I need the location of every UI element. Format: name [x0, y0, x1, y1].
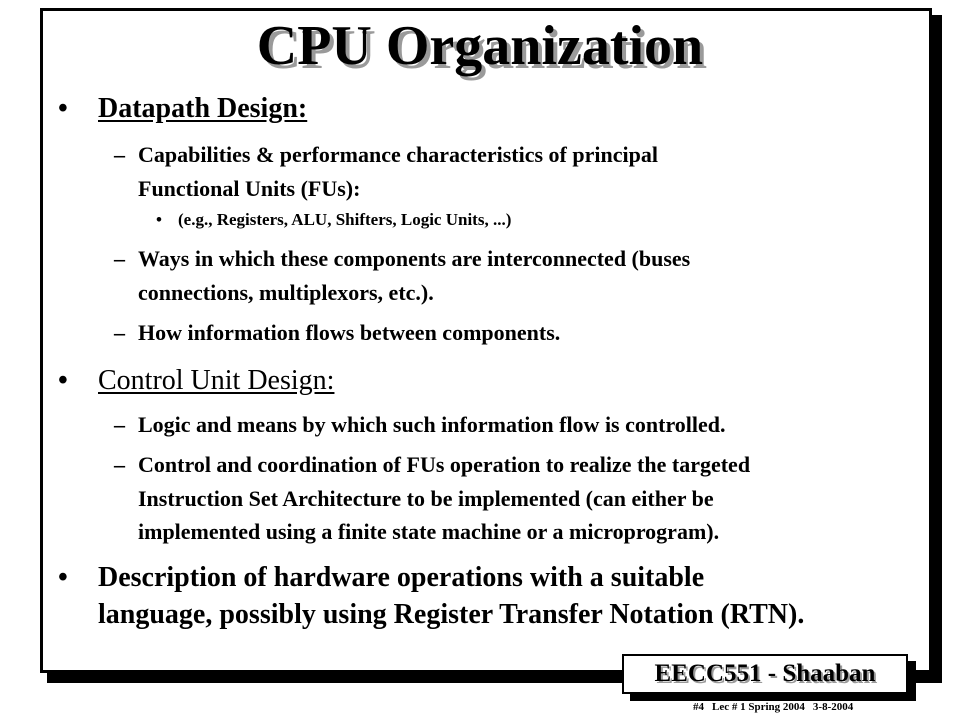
slide-date: 3-8-2004 [812, 701, 854, 713]
sub-list-item-text: (e.g., Registers, ALU, Shifters, Logic Units, ...) [178, 210, 512, 229]
lecture-label: Lec # 1 Spring 2004 [712, 701, 805, 713]
bullet-icon: • [58, 365, 68, 396]
section-heading: Datapath Design: [98, 93, 308, 124]
list-item-text: Functional Units (FUs): [138, 176, 361, 201]
list-item-text: Instruction Set Architecture to be implemented (can either be [138, 486, 714, 511]
dash-icon: – [114, 142, 125, 167]
list-item-text: Control and coordination of FUs operation to realize the targeted [138, 452, 751, 477]
slide-footer [693, 700, 861, 714]
dash-icon: – [114, 452, 125, 477]
list-item-text: How information flows between components. [138, 320, 561, 345]
slide-title: CPU Organization [256, 15, 704, 77]
list-item-text: implemented using a finite state machine or a microprogram). [138, 519, 720, 544]
bullet-icon: • [58, 93, 68, 124]
list-item-text: Ways in which these components are interconnected (buses [138, 246, 691, 271]
final-bullet-text: Description of hardware operations with a suitable [98, 562, 705, 593]
section-heading: Control Unit Design: [98, 365, 335, 396]
list-item-text: Logic and means by which such information flow is controlled. [138, 412, 726, 437]
list-item-text: Capabilities & performance characteristics of principal [138, 142, 658, 167]
bullet-icon: • [156, 210, 162, 229]
course-badge: EECC551 - Shaaban [622, 654, 908, 694]
slide-number: #4 [693, 701, 704, 713]
bullet-icon: • [58, 562, 68, 593]
final-bullet-text: language, possibly using Register Transfer Notation (RTN). [98, 599, 805, 630]
dash-icon: – [114, 320, 125, 345]
list-item-text: connections, multiplexors, etc.). [138, 280, 434, 305]
dash-icon: – [114, 412, 125, 437]
dash-icon: – [114, 246, 125, 271]
